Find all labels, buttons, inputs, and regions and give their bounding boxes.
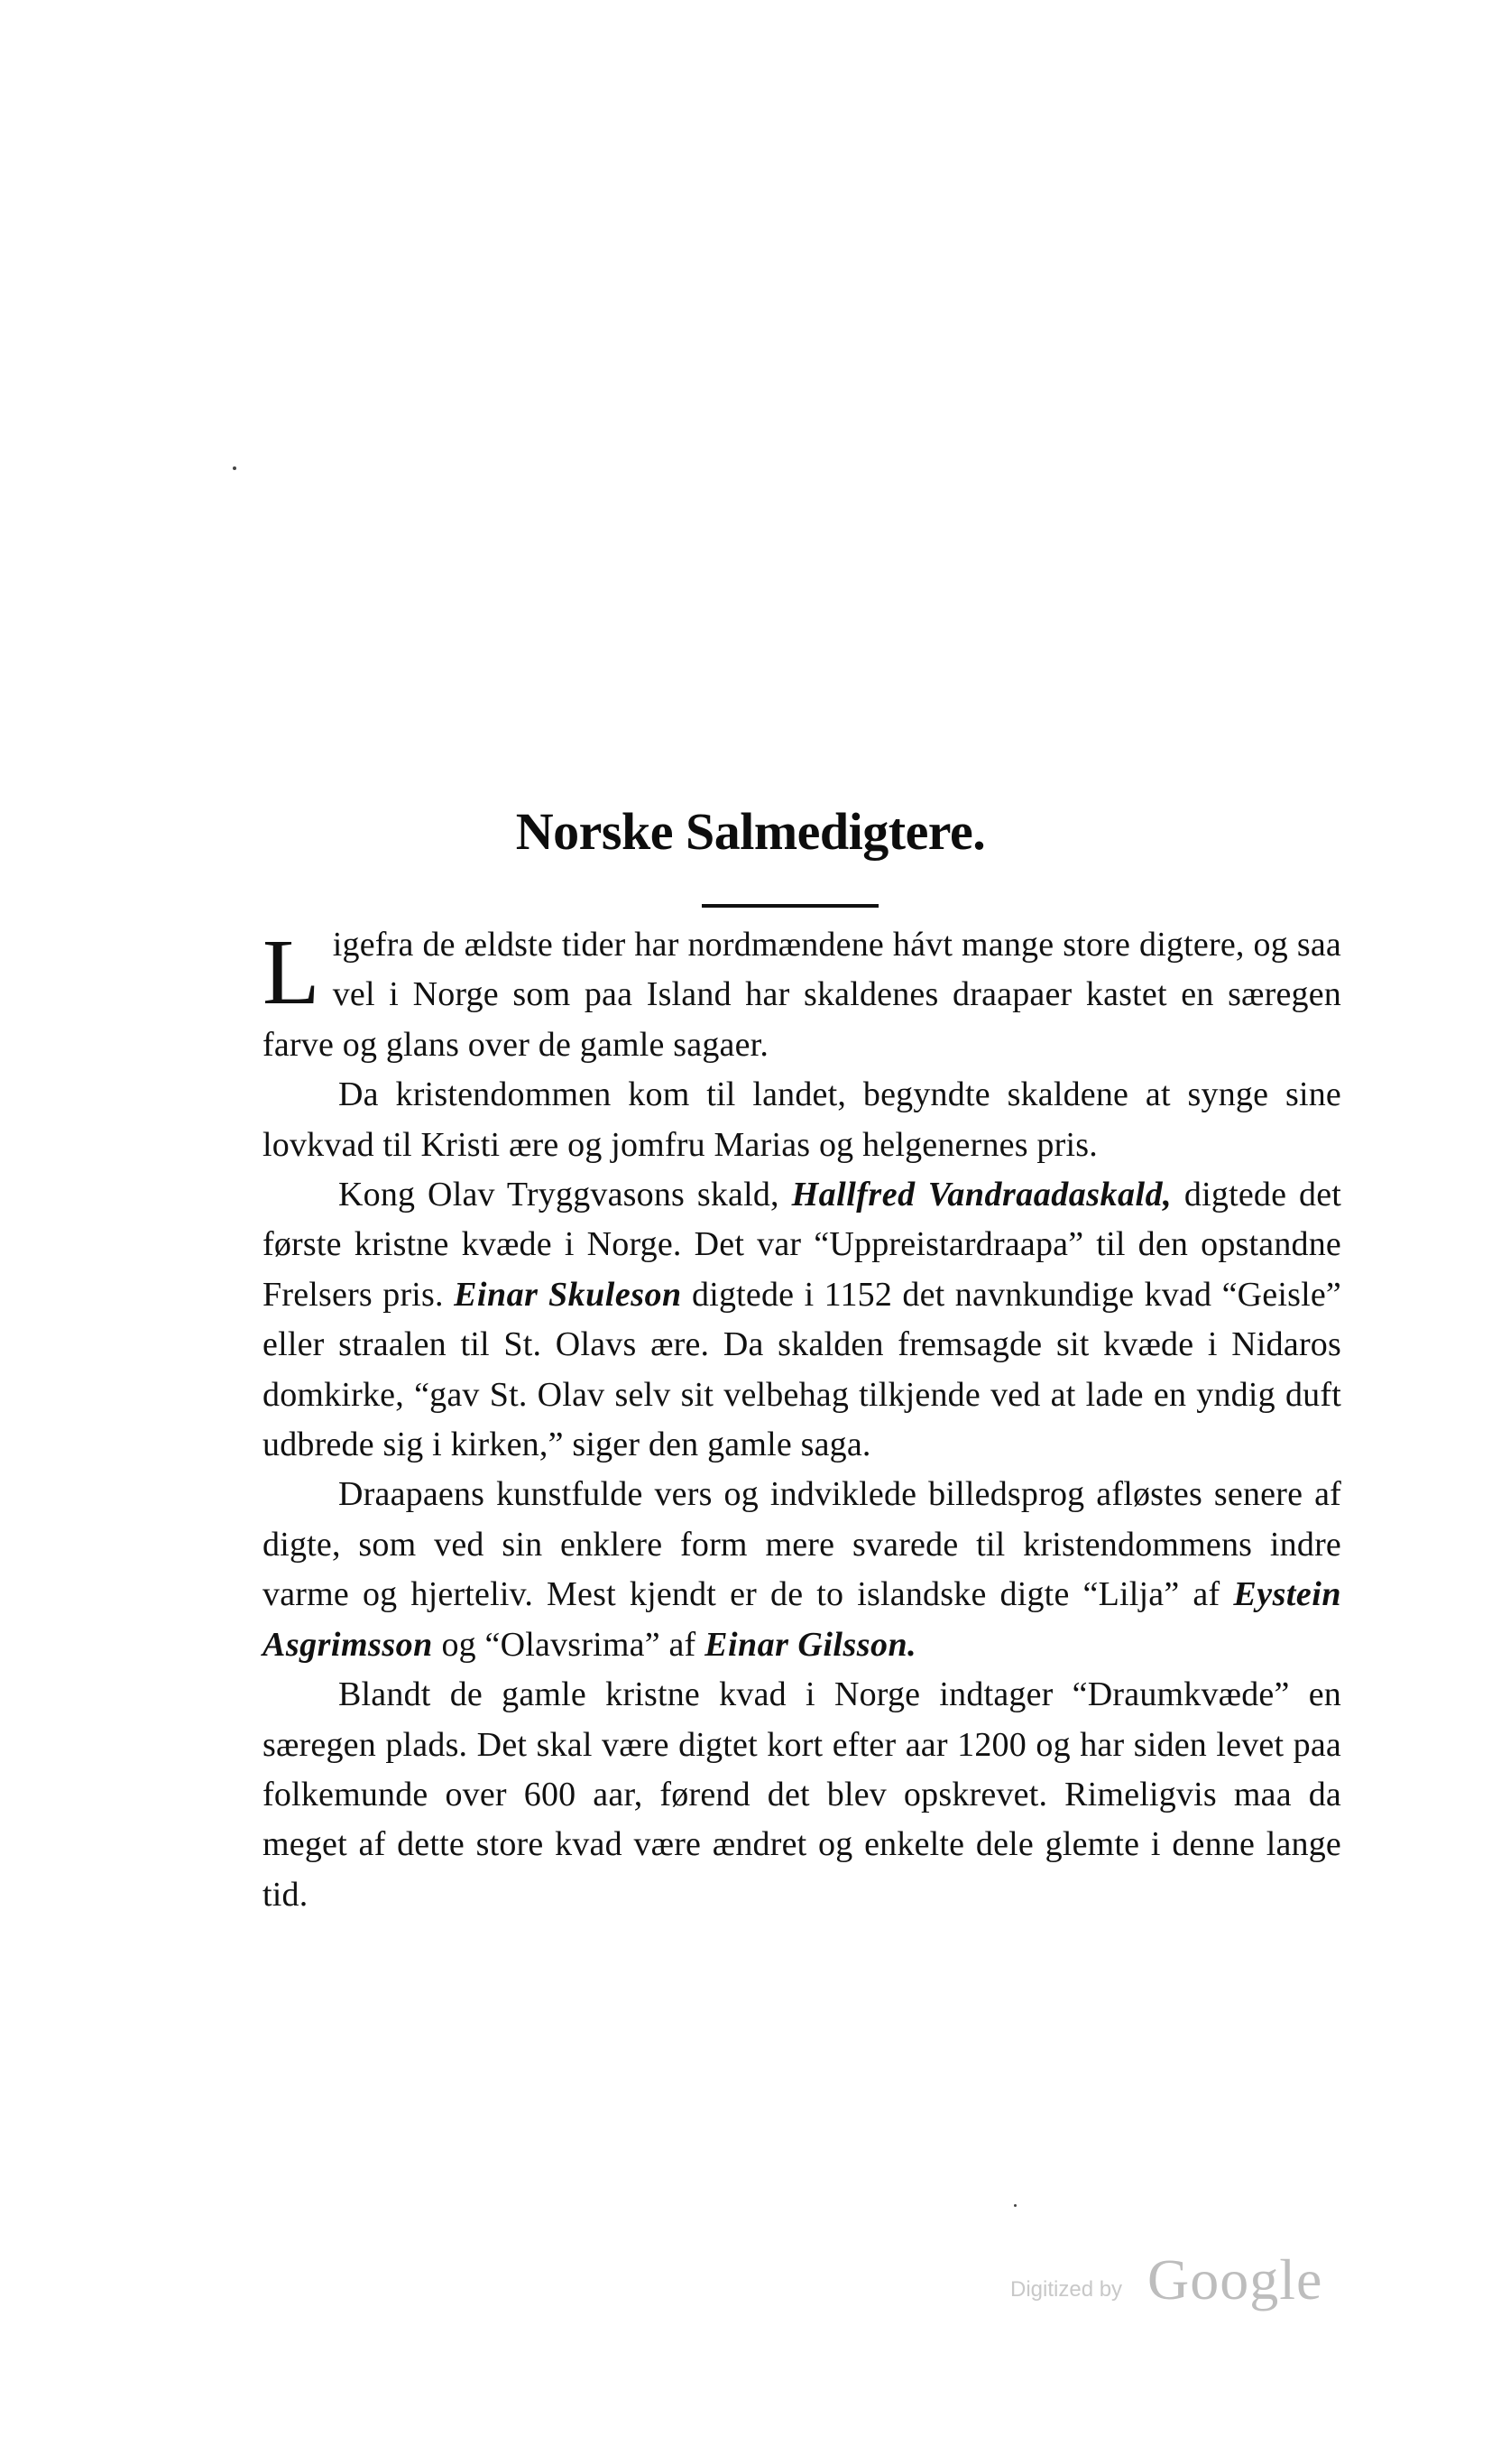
text-run: og “Olavsrima” af [432, 1625, 705, 1664]
text-run: igefra de ældste tider har nordmændene hávt mange store digtere, og saa vel i Norge som paa Island har skaldenes draapaer kastet en særegen farve og glans over de gamle sagaer. [262, 926, 1341, 1064]
text-run: Draapaens kunstfulde vers og indviklede billedsprog afløstes senere af digte, som ved sin enklere form mere svarede til kristendommens indre varme og hjerteliv. Mest kjendt er de to islandske digte “Lilja” af [262, 1475, 1341, 1614]
watermark-brand: Google [1147, 2247, 1323, 2312]
paragraph [262, 1470, 1341, 1670]
text-run: Da kristendommen kom til landet, begyndte skaldene at synge sine lovkvad til Kristi ære og jomfru Marias og helgenernes pris. [262, 1075, 1341, 1164]
person-name: Hallfred Vandraadaskald, [791, 1176, 1173, 1214]
person-name: Einar Skuleson [454, 1275, 682, 1314]
digitized-watermark [1010, 2247, 1389, 2319]
person-name: Einar Gilsson. [704, 1625, 917, 1664]
print-speck [1014, 2204, 1017, 2207]
text-run: Kong Olav Tryggvasons skald, [338, 1176, 792, 1214]
page-title: Norske Salmedigtere. [515, 802, 986, 861]
drop-cap: L [262, 920, 320, 1024]
paragraph [262, 920, 1341, 1070]
body-text [262, 920, 1341, 1920]
person-name: Eystein Asgrimsson [262, 1575, 1341, 1664]
paragraph [262, 1070, 1341, 1170]
text-run: digtede i 1152 det navnkundige kvad “Geisle” eller straalen til St. Olavs ære. Da skalden fremsagde sit kvæde i Nidaros domkirke, “gav St. Olav selv sit velbehag tilkjende ved at lade en yndig duft udbrede sig i kirken,” siger den gamle saga. [262, 1275, 1341, 1464]
watermark-prefix: Digitized by [1010, 2277, 1123, 2302]
title-divider [702, 904, 879, 908]
print-speck [233, 466, 236, 470]
text-run: Blandt de gamle kristne kvad i Norge indtager “Draumkvæde” en særegen plads. Det skal være digtet kort efter aar 1200 og har siden levet paa folkemunde over 600 aar, førend det blev opskrevet. Rimeligvis maa da meget af dette store kvad være ændret og enkelte dele glemte i denne lange tid. [262, 1675, 1341, 1914]
paragraph [262, 1670, 1341, 1920]
paragraph [262, 1170, 1341, 1470]
text-run: digtede det første kristne kvæde i Norge. Det var “Uppreistardraapa” til den opstandne Frelsers pris. [262, 1176, 1342, 1314]
